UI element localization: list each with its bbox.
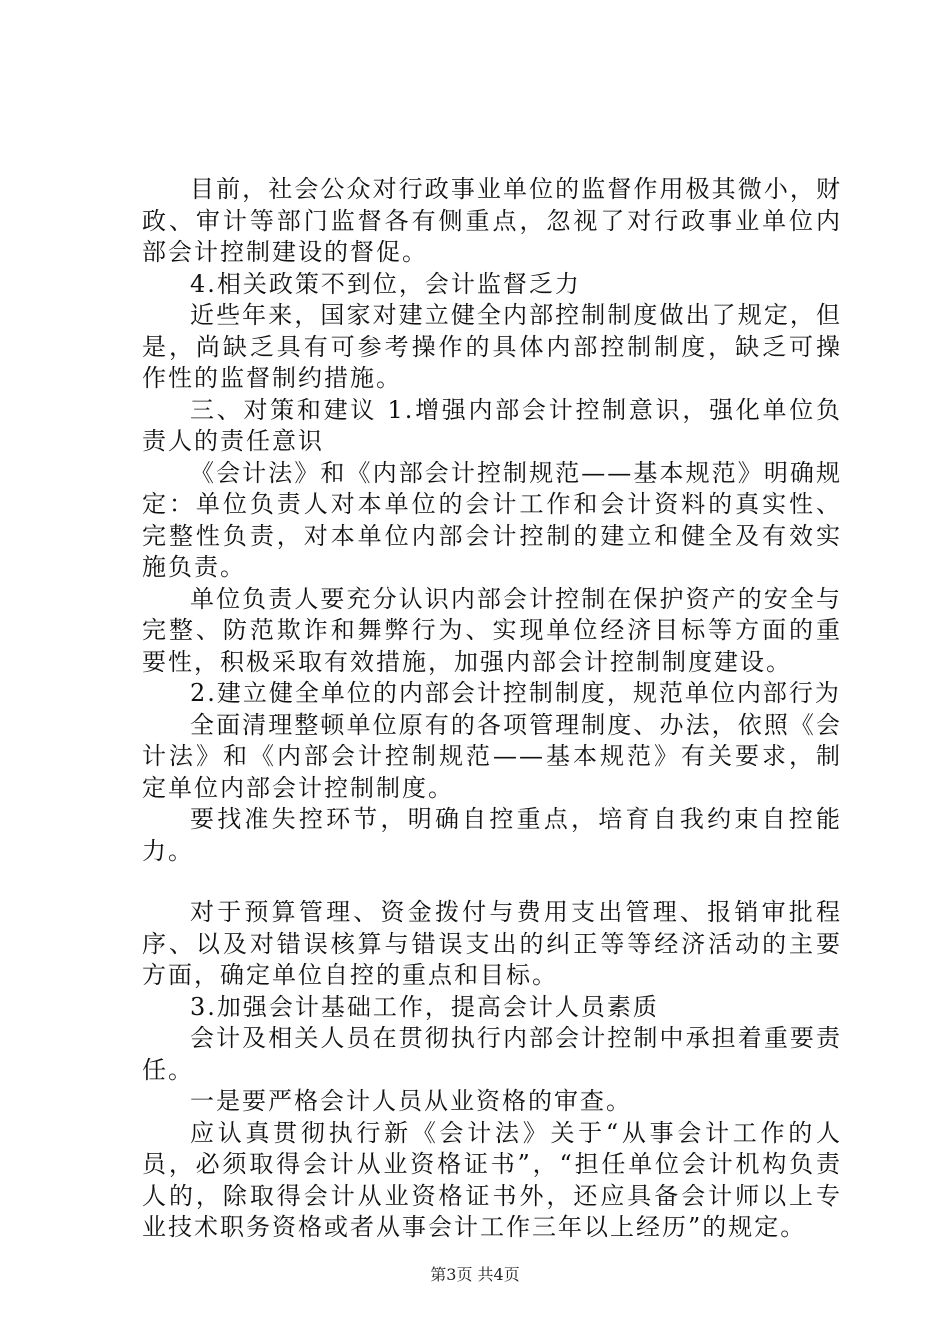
paragraph: 要找准失控环节，明确自控重点，培育自我约束自控能力。 <box>142 805 842 865</box>
paragraph: 近些年来，国家对建立健全内部控制制度做出了规定，但是，尚缺乏具有可参考操作的具体内部控制制度，缺乏可操作性的监督制约措施。 <box>142 301 842 392</box>
paragraph: 《会计法》和《内部会计控制规范——基本规范》明确规定：单位负责人对本单位的会计工作和会计资料的真实性、完整性负责，对本单位内部会计控制的建立和健全及有效实施负责。 <box>142 458 842 581</box>
paragraph: 会计及相关人员在贯彻执行内部会计控制中承担着重要责任。 <box>142 1024 842 1084</box>
section-heading: 三、对策和建议 1.增强内部会计控制意识，强化单位负责人的责任意识 <box>142 395 842 455</box>
paragraph: 应认真贯彻执行新《会计法》关于“从事会计工作的人员，必须取得会计从业资格证书”，“担任单位会计机构负责人的，除取得会计从业资格证书外，还应具备会计师以上专业技术职务资格或者从事会计工作三年以上经历”的规定。 <box>142 1118 842 1241</box>
paragraph: 目前，社会公众对行政事业单位的监督作用极其微小，财政、审计等部门监督各有侧重点，忽视了对行政事业单位内部会计控制建设的督促。 <box>142 175 842 266</box>
section-heading: 3.加强会计基础工作，提高会计人员素质 <box>190 992 659 1021</box>
paragraph: 对于预算管理、资金拨付与费用支出管理、报销审批程序、以及对错误核算与错误支出的纠正等等经济活动的主要方面，确定单位自控的重点和目标。 <box>142 898 842 989</box>
paragraph: 全面清理整顿单位原有的各项管理制度、办法，依照《会计法》和《内部会计控制规范——基本规范》有关要求，制定单位内部会计控制制度。 <box>142 710 842 802</box>
page-footer: 第3页 共4页 <box>430 1265 520 1284</box>
section-heading: 4.相关政策不到位，会计监督乏力 <box>190 269 581 298</box>
paragraph: 单位负责人要充分认识内部会计控制在保护资产的安全与完整、防范欺诈和舞弊行为、实现单位经济目标等方面的重要性，积极采取有效措施，加强内部会计控制制度建设。 <box>142 584 842 676</box>
paragraph: 一是要严格会计人员从业资格的审查。 <box>190 1087 632 1115</box>
document-body <box>142 174 842 1244</box>
section-heading: 2.建立健全单位的内部会计控制制度，规范单位内部行为 <box>190 679 841 707</box>
